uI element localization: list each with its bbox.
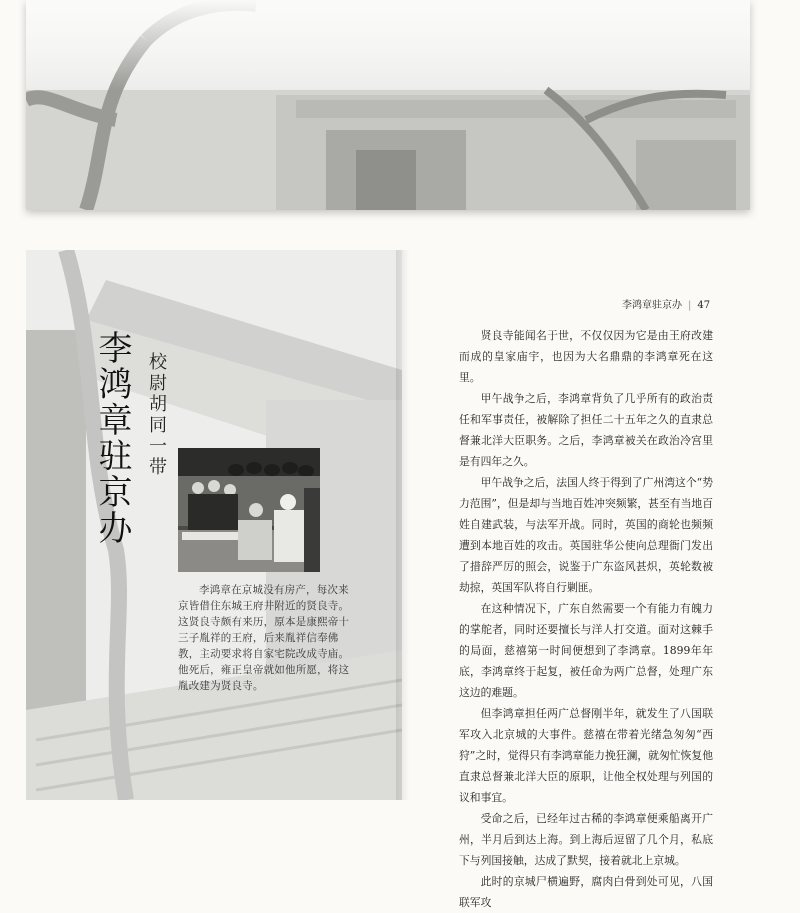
paragraph: 此时的京城尸横遍野，腐肉白骨到处可见，八国联军攻 <box>459 875 713 909</box>
photo-caption: 李鸿章在京城没有房产，每次来京皆借住东城王府井附近的贤良寺。这贤良寺颇有来历，原本是康熙帝十三子胤祥的王府，后来胤祥信奉佛教，主动要求将自家宅院改成寺庙。他死后，雍正皇帝就如他所愿，将这胤改建为贤良寺。 <box>178 584 350 692</box>
page-gutter <box>396 250 410 800</box>
historical-photo <box>178 448 320 572</box>
paragraph: 甲午战争之后，法国人终于得到了广州湾这个“势力范围”，但是却与当地百姓冲突频繁，甚至有当地百姓自建武装，与法军开战。同时，英国的商轮也频频遭到本地百姓的攻击。英国驻华公使向总理衙门发出了措辞严厉的照会，说鉴于广东盗风甚炽，英轮数被劫掠，英国军队将自行剿匪。 <box>459 476 713 594</box>
page-number: 47 <box>697 300 711 311</box>
header-title: 李鸿章驻京办 <box>622 300 682 311</box>
chapter-subtitle: 校尉胡同一带 <box>146 352 167 478</box>
header-separator: | <box>688 300 692 311</box>
paragraph: 贤良寺能闻名于世，不仅仅因为它是由王府改建而成的皇家庙宇，也因为大名鼎鼎的李鸿章死在这里。 <box>459 329 713 384</box>
running-header <box>622 296 710 311</box>
paragraph: 甲午战争之后，李鸿章背负了几乎所有的政治责任和军事责任，被解除了担任二十五年之久的直隶总督兼北洋大臣职务。之后，李鸿章被关在政治冷宫里是有四年之久。 <box>459 392 713 468</box>
li-hongzhang-photo <box>178 448 320 572</box>
body-text <box>459 325 713 913</box>
paragraph: 受命之后，已经年过古稀的李鸿章便乘船离开广州，半月后到达上海。到上海后逗留了几个月，私底下与列国接触，达成了默契，接着就北上京城。 <box>459 812 713 867</box>
paragraph: 但李鸿章担任两广总督刚半年，就发生了八国联军攻入北京城的大事件。慈禧在带着光绪急匆匆“西狩”之时，觉得只有李鸿章能力挽狂澜，就匆忙恢复他直隶总督兼北洋大臣的原职，让他全权处理与列国的议和事宜。 <box>459 707 713 804</box>
paragraph: 在这种情况下，广东自然需要一个有能力有魄力的掌舵者，同时还要擅长与洋人打交道。面对这棘手的局面，慈禧第一时间便想到了李鸿章。1899年年底，李鸿章终于起复，被任命为两广总督，处理广东这边的难题。 <box>459 602 713 699</box>
chapter-title: 李鸿章驻京办 <box>92 330 132 546</box>
previous-page-photo <box>26 0 750 210</box>
